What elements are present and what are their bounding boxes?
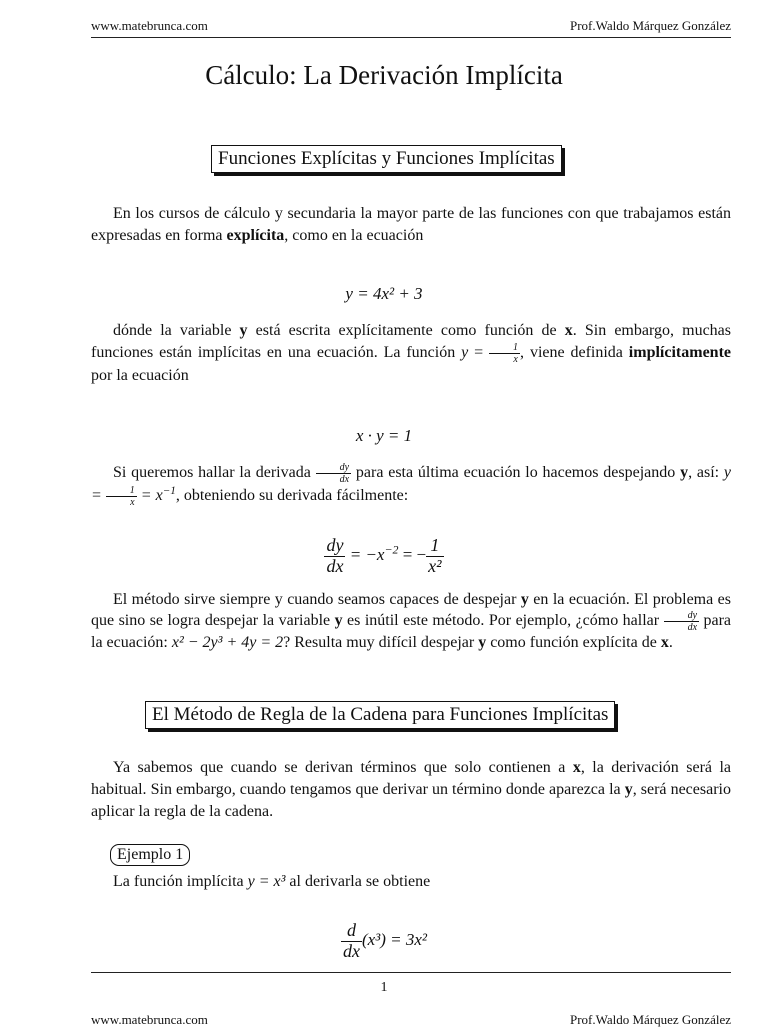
equation-explicit: y = 4x² + 3	[345, 284, 423, 303]
paragraph-intro: En los cursos de cálculo y secundaria la mayor parte de las funciones con que trabajamos están expresadas en forma explícita, como en la ecuación	[91, 205, 731, 244]
paragraph-chain-rule: Ya sabemos que cuando se derivan términos que solo contienen a x, la derivación será la habitual. Sin embargo, cuando tengamos que derivar un término donde aparezca la y, será necesario aplicar la regla de la cadena.	[91, 759, 731, 820]
paragraph-method-limit: El método sirve siempre y cuando seamos capaces de despejar y en la ecuación. El problema es que sino se logra despejar la variable y es inútil este método. Por ejemplo, ¿cómo hallar $\frac{dy}{dx}$ para la ecuación: x² − 2y³ + 4y = 2? Resulta muy difícil despejar y como función explícita de x.	[91, 591, 732, 651]
example-label: Ejemplo 1	[110, 844, 190, 866]
footer-website: www.matebrunca.com	[91, 1012, 208, 1027]
header-website: www.matebrunca.com	[91, 18, 208, 33]
equation-derivative: $\frac{dy}{dx}$ = $-x^{-2}$ = − $\frac{1}{\text{x²}}$	[326, 535, 442, 576]
section-heading-explicit-implicit: Funciones Explícitas y Funciones Implícitas	[211, 145, 562, 173]
equation-implicit: x · y = 1	[355, 426, 413, 445]
paragraph-implicit: dónde la variable y está escrita explícitamente como función de x. Sin embargo, muchas funciones están implícitas en una ecuación. La función y = $\frac{1}{x}$ , viene definida implícitamente por la ecuación	[91, 322, 732, 384]
footer-author: Prof.Waldo Márquez González	[569, 1012, 731, 1027]
paragraph-derivative: Si queremos hallar la derivada $\frac{dy}{dx}$ para esta última ecuación lo hacemos despejando y, así: y = $\frac{1}{x}$ = $x^{-1}$, obteniendo su derivada fácilmente:	[91, 462, 732, 508]
equation-example: $\frac{d}{dx}$ (x³) = 3x²	[342, 920, 428, 961]
example-text: La función implícita y = x³ al derivarla se obtiene	[113, 873, 431, 890]
page-title: Cálculo: La Derivación Implícita	[205, 60, 563, 90]
footer-rule	[91, 972, 731, 973]
header-rule	[91, 37, 731, 38]
section-heading-chain-rule: El Método de Regla de la Cadena para Funciones Implícitas	[145, 701, 615, 729]
header-author: Prof.Waldo Márquez González	[569, 18, 731, 33]
page-number: 1	[380, 980, 388, 995]
